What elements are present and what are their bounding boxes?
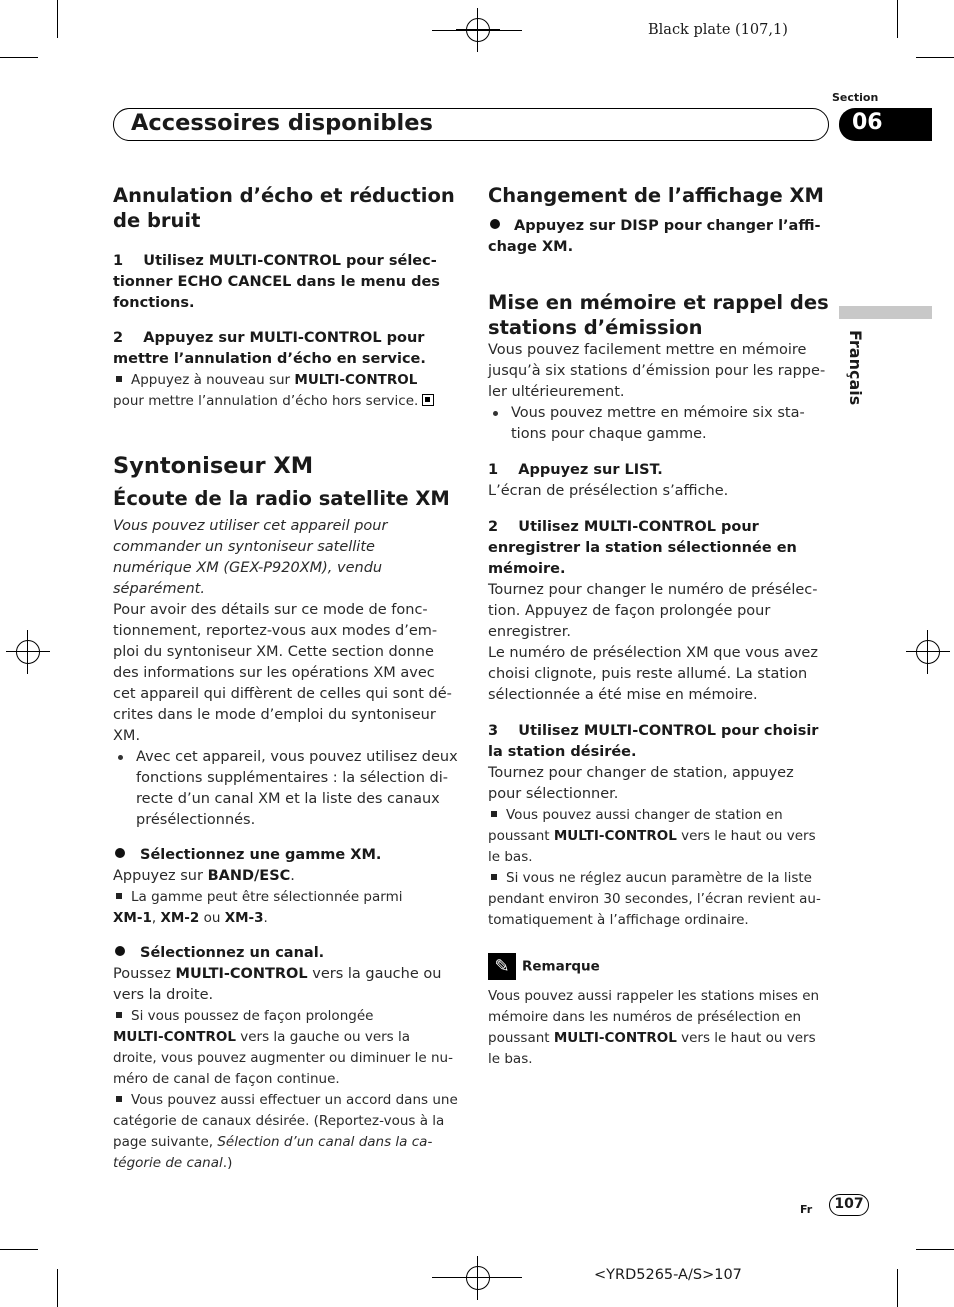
plate-label: Black plate (107,1) [648,22,788,38]
mem-step-1-body: L’écran de présélection s’affiche. [488,483,729,499]
crop-mark [916,1249,954,1250]
mem-step-3-note-2: Si vous ne réglez aucun paramètre de la liste pendant environ 30 secondes, l’écran revient automatiquement à l’affichage ordinaire. [488,870,821,928]
step-2-note: Appuyez à nouveau sur MULTI-CONTROL pour mettre l’annulation d’écho hors service. [113,370,458,412]
registration-mark-icon [906,630,950,674]
mem-step-2-body: Tournez pour changer le numéro de présélection. Appuyez de façon prolongée pour enregistrer. [488,582,818,640]
step-1: 1 Utilisez MULTI-CONTROL pour sélectionner ECHO CANCEL dans le menu des fonctions. [113,253,440,311]
crop-mark [916,57,954,58]
document-code: <YRD5265-A/S>107 [594,1267,742,1283]
language-label: Français [846,330,865,406]
remark-body: Vous pouvez aussi rappeler les stations mises en mémoire dans les numéros de présélection en poussant MULTI-CONTROL vers le haut ou vers le bas. [488,988,820,1067]
heading-xm: Syntoniseur XM [113,453,314,479]
left-column [113,183,458,1174]
step-2: 2 Appuyez sur MULTI-CONTROL pour mettre l’annulation d’écho en service. [113,330,426,367]
intro-italic: Vous pouvez utiliser cet appareil pour commander un syntoniseur satellite numérique XM (GEX-P920XM), vendu séparément. [113,518,388,597]
memory-bullet: Vous pouvez mettre en mémoire six stations pour chaque gamme. [488,403,830,445]
pencil-icon: ✎ [488,953,516,980]
mem-step-1: 1 Appuyez sur LIST. [488,462,663,478]
crop-mark [0,1249,38,1250]
mem-step-2-body-2: Le numéro de présélection XM que vous avez choisi clignote, puis reste allumé. La station sélectionnée a été mise en mémoire. [488,645,818,703]
section-number: 06 [852,110,883,135]
intro-bullet: Avec cet appareil, vous pouvez utilisez deux fonctions supplémentaires : la sélection directe d’un canal XM et la liste des canaux présélectionnés. [113,747,458,831]
channel-body: Poussez MULTI-CONTROL vers la gauche ou vers la droite. [113,966,442,1003]
remark-heading: ✎ Remarque [488,953,830,980]
registration-line [432,30,522,31]
channel-heading: Sélectionnez un canal. [113,943,458,964]
page-number: 107 [829,1194,869,1216]
crop-mark [57,0,58,38]
channel-note-1: Si vous poussez de façon prolongée MULTI-CONTROL vers la gauche ou vers la droite, vous pouvez augmenter ou diminuer le numéro de canal de façon continue. [113,1008,453,1087]
section-label: Section [832,91,879,104]
end-mark-icon [422,394,434,406]
mem-step-3: 3 Utilisez MULTI-CONTROL pour choisir la station désirée. [488,723,819,760]
crop-mark [57,1269,58,1307]
footer-language: Fr [800,1203,813,1216]
band-body: Appuyez sur BAND/ESC. [113,868,295,884]
crop-mark [897,1269,898,1307]
display-step: Appuyez sur DISP pour changer l’affichage XM. [488,218,821,255]
mem-step-3-body: Tournez pour changer de station, appuyez pour sélectionner. [488,765,794,802]
memory-body: Vous pouvez facilement mettre en mémoire jusqu’à six stations d’émission pour les rappeler ultérieurement. [488,342,826,400]
heading-listen: Écoute de la radio satellite XM [113,487,450,510]
band-heading: Sélectionnez une gamme XM. [113,845,458,866]
registration-line [432,1277,522,1278]
heading-echo: Annulation d’écho et réduction de bruit [113,184,455,232]
channel-note-2: Vous pouvez aussi effectuer un accord dans une catégorie de canaux désirée. (Reportez-vous à la page suivante, Sélection d’un canal dans la catégorie de canal.) [113,1092,458,1171]
mem-step-3-note-1: Vous pouvez aussi changer de station en poussant MULTI-CONTROL vers le haut ou vers le bas. [488,807,816,865]
registration-mark-icon [6,630,50,674]
crop-mark [0,57,38,58]
page-title: Accessoires disponibles [131,110,433,136]
intro-body: Pour avoir des détails sur ce mode de fonctionnement, reportez-vous aux modes d’emploi du syntoniseur XM. Cette section donne des informations sur les opérations XM avec cet appareil qui diffèrent de celles qui sont décrites dans le mode d’emploi du syntoniseur XM. [113,602,452,744]
crop-mark [897,0,898,38]
band-note: La gamme peut être sélectionnée parmi XM-1, XM-2 ou XM-3. [113,889,403,926]
right-column [488,183,830,1070]
language-tab [839,306,932,319]
registration-mark-icon [456,1256,500,1300]
heading-memory: Mise en mémoire et rappel des stations d’émission [488,291,829,339]
mem-step-2: 2 Utilisez MULTI-CONTROL pour enregistrer la station sélectionnée en mémoire. [488,519,797,577]
heading-display: Changement de l’affichage XM [488,184,824,207]
